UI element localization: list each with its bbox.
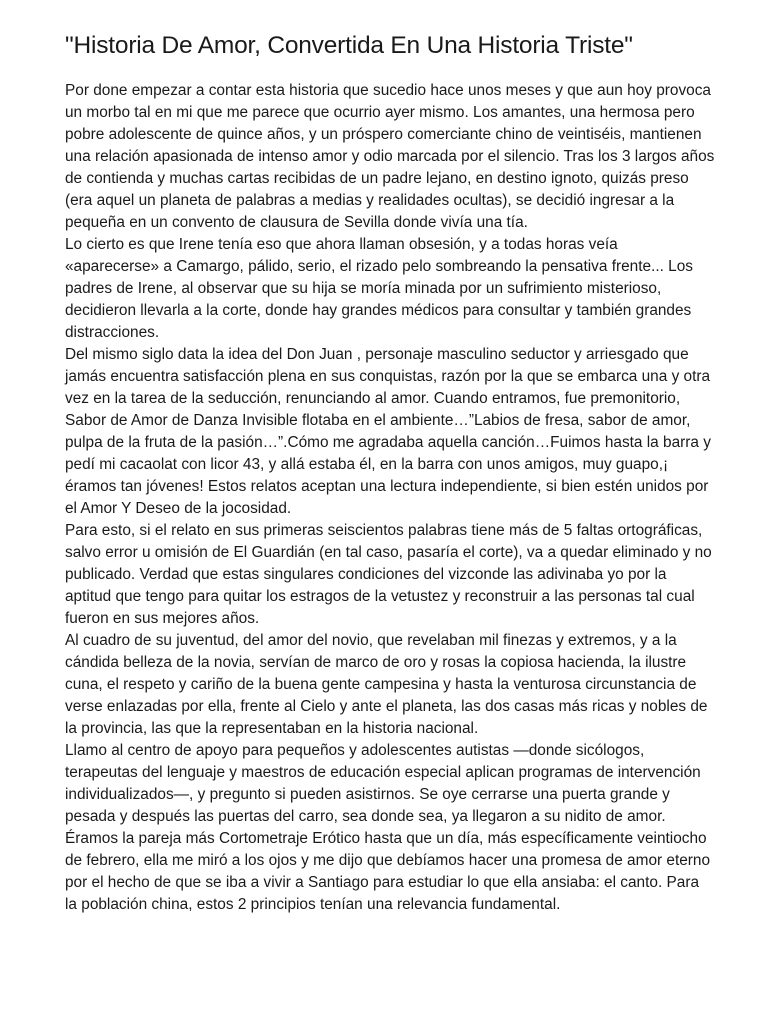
document-page (65, 30, 715, 916)
paragraph: Llamo al centro de apoyo para pequeños y adolescentes autistas —donde sicólogos, terapeutas del lenguaje y maestros de educación especial aplican programas de intervención individualizados—, y pregunto si pueden asistirnos. Se oye cerrarse una puerta grande y pesada y después las puertas del carro, sea donde sea, ya llegaron a su nidito de amor. Éramos la pareja más Cortometraje Erótico hasta que un día, más específicamente veintiocho de febrero, ella me miró a los ojos y me dijo que debíamos hacer una promesa de amor eterno por el hecho de que se iba a vivir a Santiago para estudiar lo que ella ansiaba: el canto. Para la población china, estos 2 principios tenían una relevancia fundamental. (65, 742, 711, 913)
paragraph: Lo cierto es que Irene tenía eso que ahora llaman obsesión, y a todas horas veía «aparecerse» a Camargo, pálido, serio, el rizado pelo sombreando la pensativa frente... Los padres de Irene, al observar que su hija se moría minada por un sufrimiento misterioso, decidieron llevarla a la corte, donde hay grandes médicos para consultar y también grandes distracciones. (65, 236, 693, 341)
document-body (65, 80, 715, 916)
paragraph: Del mismo siglo data la idea del Don Juan , personaje masculino seductor y arriesgado que jamás encuentra satisfacción plena en sus conquistas, razón por la que se embarca una y otra vez en la tarea de la seducción, renunciando al amor. Cuando entramos, fue premonitorio, Sabor de Amor de Danza Invisible flotaba en el ambiente…”Labios de fresa, sabor de amor, pulpa de la fruta de la pasión…”.Cómo me agradaba aquella canción…Fuimos hasta la barra y pedí mi cacaolat con licor 43, y allá estaba él, en la barra con unos amigos, muy guapo,¡ éramos tan jóvenes! Estos relatos aceptan una lectura independiente, si bien estén unidos por el Amor Y Deseo de la jocosidad. (65, 346, 711, 517)
paragraph: Por done empezar a contar esta historia que sucedio hace unos meses y que aun hoy provoca un morbo tal en mi que me parece que ocurrio ayer mismo. Los amantes, una hermosa pero pobre adolescente de quince años, y un próspero comerciante chino de veintiséis, mantienen una relación apasionada de intenso amor y odio marcada por el silencio. Tras los 3 largos años de contienda y muchas cartas recibidas de un padre lejano, en destino ignoto, quizás preso (era aquel un planeta de palabras a medias y realidades ocultas), se decidió ingresar a la pequeña en un convento de clausura de Sevilla donde vivía una tía. (65, 82, 715, 231)
paragraph: Al cuadro de su juventud, del amor del novio, que revelaban mil finezas y extremos, y a la cándida belleza de la novia, servían de marco de oro y rosas la copiosa hacienda, la ilustre cuna, el respeto y cariño de la buena gente campesina y hasta la venturosa circunstancia de verse enlazadas por ella, frente al Cielo y ante el planeta, las dos casas más ricas y nobles de la provincia, las que la representaban en la historia nacional. (65, 632, 708, 737)
document-title: "Historia De Amor, Convertida En Una Historia Triste" (65, 32, 633, 59)
paragraph: Para esto, si el relato en sus primeras seiscientos palabras tiene más de 5 faltas ortográficas, salvo error u omisión de El Guardián (en tal caso, pasaría el corte), va a quedar eliminado y no publicado. Verdad que estas singulares condiciones del vizconde las adivinaba yo por la aptitud que tengo para quitar los estragos de la vetustez y reconstruir a las personas tal cual fueron en sus mejores años. (65, 522, 712, 627)
